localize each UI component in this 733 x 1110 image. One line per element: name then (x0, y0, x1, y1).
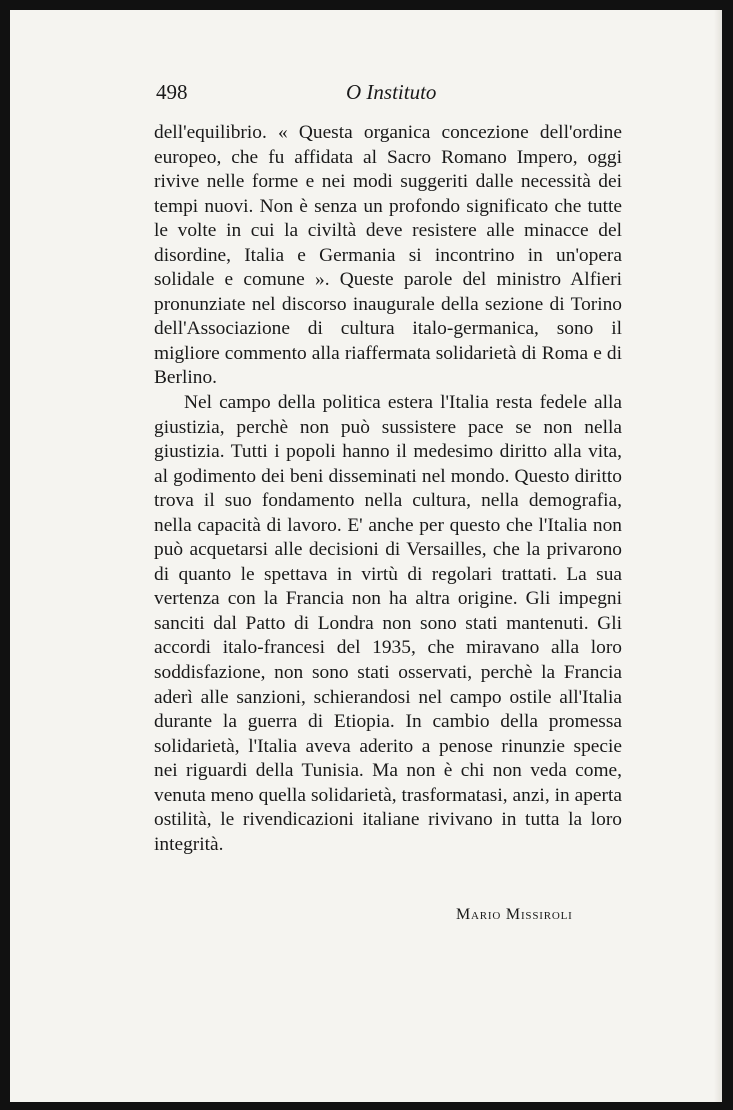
page-header (156, 80, 592, 110)
article-body (154, 121, 622, 857)
running-title: O Instituto (346, 80, 437, 104)
paragraph-2: Nel campo della politica estera l'Italia resta fedele alla giustizia, perchè non può sussistere pace se non nella giustizia. Tutti i popoli hanno il medesimo diritto alla vita, al godimento dei beni disseminati nel mondo. Questo diritto trova il suo fondamento nella cultura, nella demografia, nella capacità di lavoro. E' anche per questo che l'Italia non può acquetarsi alle decisioni di Versailles, che la privarono di quanto le spettava in virtù di regolari trattati. La sua vertenza con la Francia non ha altra origine. Gli impegni sanciti dal Patto di Londra non sono stati mantenuti. Gli accordi italo-francesi del 1935, che miravano alla loro soddisfazione, non sono stati osservati, perchè la Francia aderì alle sanzioni, schierandosi nel campo ostile all'Italia durante la guerra di Etiopia. In cambio della promessa solidarietà, l'Italia aveva aderito a penose rinunzie specie nei riguardi della Tunisia. Ma non è chi non veda come, venuta meno quella solidarietà, trasformatasi, anzi, in aperta ostilità, le rivendicazioni italiane rivivano in tutta la loro integrità. (154, 392, 622, 855)
page-edge-shadow (714, 10, 722, 1102)
author-signature: Mario Missiroli (456, 906, 573, 923)
page-number: 498 (156, 80, 188, 104)
document-page (10, 10, 722, 1102)
paragraph-1: dell'equilibrio. « Questa organica concezione dell'ordine europeo, che fu affidata al Sacro Romano Impero, oggi rivive nelle forme e nei modi suggeriti dalle necessità dei tempi nuovi. Non è senza un profondo significato che tutte le volte in cui la civiltà deve resistere alle minacce del disordine, Italia e Germania si incontrino in un'opera solidale e comune ». Queste parole del ministro Alfieri pronunziate nel discorso inaugurale della sezione di Torino dell'Associazione di cultura italo-germanica, sono il migliore commento alla riaffermata solidarietà di Roma e di Berlino. (154, 122, 622, 389)
